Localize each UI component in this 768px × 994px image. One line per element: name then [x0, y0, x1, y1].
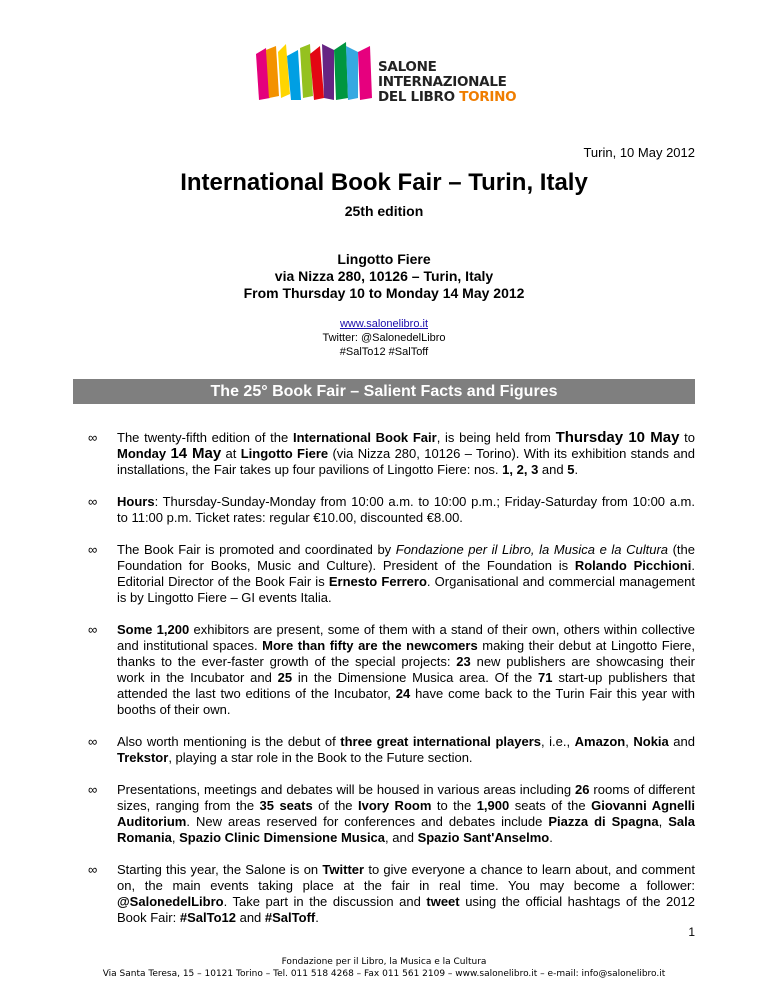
- page-number: 1: [688, 925, 695, 939]
- list-item: ∞ Presentations, meetings and debates will be housed in various areas including 26 rooms of different sizes, ranging from the 35 seats of the Ivory Room to the 1,900 seats of the Giovanni Agnelli Auditorium. New areas reserved for conferences and debates include Piazza di Spagna, Sala Romania, Spazio Clinic Dimensione Musica, and Spazio Sant'Anselmo.: [88, 782, 696, 845]
- hashtags: #SalTo12 #SalToff: [339, 346, 429, 358]
- venue-block: [0, 251, 768, 302]
- venue-address: via Nizza 280, 10126 – Turin, Italy: [274, 268, 494, 284]
- facts-list: [88, 430, 695, 942]
- bullet-infinity-icon: ∞: [88, 734, 98, 749]
- logo-line-1: SALONE: [378, 59, 437, 75]
- list-item: ∞ The Book Fair is promoted and coordinated by Fondazione per il Libro, la Musica e la Cultura (the Foundation for Books, Music and Culture). President of the Foundation is Rolando Picchioni. Editorial Director of the Book Fair is Ernesto Ferrero. Organisational and commercial management is by Lingotto Fiere – GI events Italia.: [88, 542, 696, 605]
- twitter-handle: Twitter: @SalonedelLibro: [322, 332, 446, 344]
- website-link[interactable]: www.salonelibro.it: [339, 318, 429, 330]
- list-item: ∞ The twenty-fifth edition of the International Book Fair, is being held from Thursday 10 May to Monday 14 May at Lingotto Fiere (via Nizza 280, 10126 – Torino). With its exhibition stands and installations, the Fair takes up four pavilions of Lingotto Fiere: nos. 1, 2, 3 and 5.: [88, 429, 695, 477]
- list-item: ∞ Hours: Thursday-Sunday-Monday from 10:00 a.m. to 10:00 p.m.; Friday-Saturday from 10:00 a.m. to 11:00 p.m. Ticket rates: regular €10.00, discounted €8.00.: [88, 494, 695, 525]
- list-item: ∞ Also worth mentioning is the debut of three great international players, i.e., Amazon, Nokia and Trekstor, playing a star role in the Book to the Future section.: [88, 734, 695, 765]
- page-title: International Book Fair – Turin, Italy: [180, 169, 588, 196]
- logo-line-3: [378, 90, 516, 105]
- bullet-infinity-icon: ∞: [88, 542, 98, 557]
- venue-name: Lingotto Fiere: [337, 251, 431, 267]
- logo-line-2: INTERNAZIONALE: [378, 74, 507, 90]
- edition-subtitle: 25th edition: [344, 203, 424, 219]
- footer-contact: Via Santa Teresa, 15 – 10121 Torino – Tel. 011 518 4268 – Fax 011 561 2109 – www.salonelibro.it – e-mail: info@salonelibro.it: [102, 969, 666, 979]
- salone-logo: [254, 40, 524, 105]
- list-item: ∞ Starting this year, the Salone is on Twitter to give everyone a chance to learn about, and comment on, the main events taking place at the fair in real time. You may become a follower: @SalonedelLibro. Take part in the discussion and tweet using the official hashtags of the 2012 Book Fair: #SalTo12 and #SalToff.: [88, 862, 696, 925]
- bullet-infinity-icon: ∞: [88, 782, 98, 797]
- list-item: ∞ Some 1,200 exhibitors are present, some of them with a stand of their own, others within collective and institutional spaces. More than fifty are the newcomers making their debut at Lingotto Fiere, thanks to the ever-faster growth of the special projects: 23 new publishers are showcasing their work in the Incubator and 25 in the Dimensione Musica area. Of the 71 start-up publishers that attended the last two editions of the Incubator, 24 have come back to the Turin Fair this year with booths of their own.: [88, 622, 695, 717]
- event-dates: From Thursday 10 to Monday 14 May 2012: [243, 285, 525, 301]
- contact-links: [0, 317, 768, 359]
- bullet-infinity-icon: ∞: [88, 494, 98, 509]
- logo-del-libro: DEL LIBRO: [378, 89, 460, 105]
- logo-book-marks-icon: [254, 40, 376, 102]
- section-banner: The 25° Book Fair – Salient Facts and Figures: [73, 379, 695, 404]
- footer-organization: Fondazione per il Libro, la Musica e la Cultura: [281, 957, 487, 967]
- logo-wordmark: [378, 60, 516, 105]
- page-footer: [0, 956, 768, 980]
- bullet-infinity-icon: ∞: [88, 622, 98, 637]
- bullet-infinity-icon: ∞: [88, 862, 98, 877]
- logo-torino: TORINO: [459, 89, 517, 105]
- document-date: Turin, 10 May 2012: [583, 145, 695, 160]
- bullet-infinity-icon: ∞: [88, 430, 98, 445]
